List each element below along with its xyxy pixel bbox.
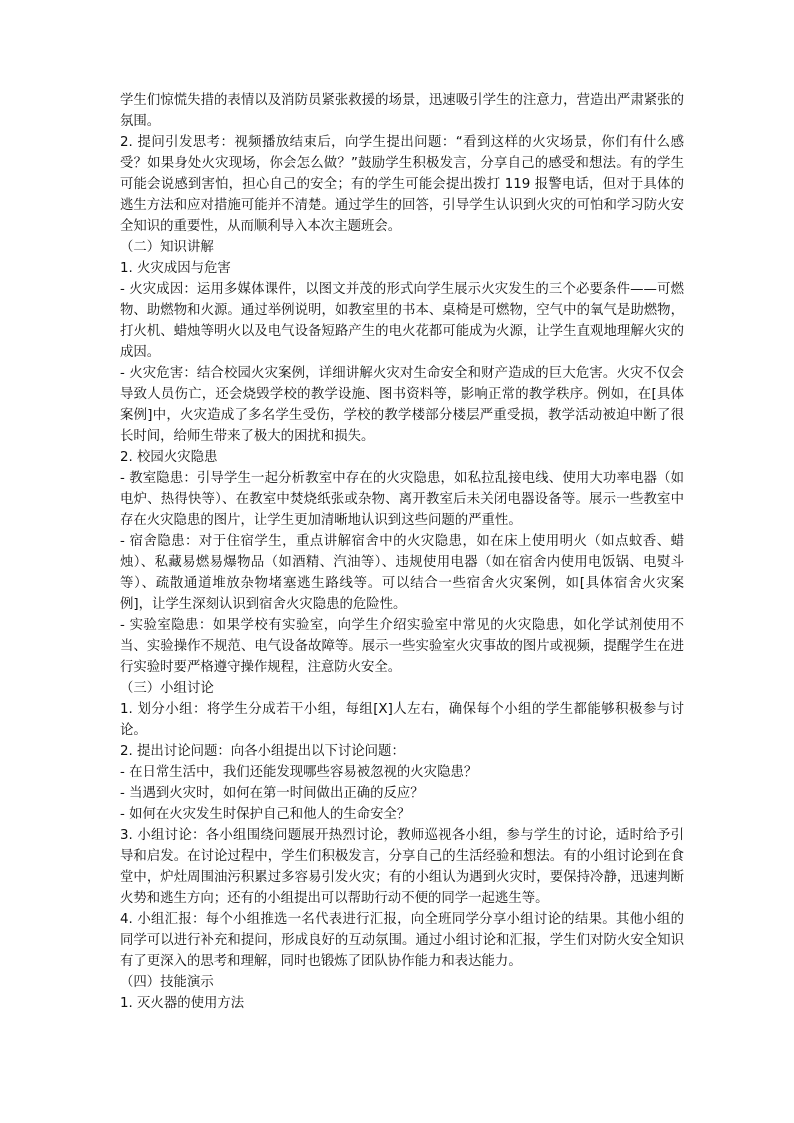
paragraph-lab-hazards: - 实验室隐患：如果学校有实验室，向学生介绍实验室中常见的火灾隐患，如化学试剂使用不当、实验操作不规范、电气设备故障等。展示一些实验室火灾事故的图片或视频，提醒学生在进行实验时要严格遵守操作规程，注意防火安全。 bbox=[120, 618, 684, 675]
section-heading-group-discussion: （三）小组讨论 bbox=[120, 681, 214, 696]
subheading-extinguisher-usage: 1. 灭火器的使用方法 bbox=[120, 996, 245, 1011]
paragraph-group-discussion: 3. 小组讨论：各小组围绕问题展开热烈讨论，教师巡视各小组，参与学生的讨论，适时给予引导和启发。在讨论过程中，学生们积极发言，分享自己的生活经验和想法。有的小组讨论到在食堂中，炉灶周围油污积累过多容易引发火灾；有的小组认为遇到火灾时，要保持冷静，迅速判断火势和逃生方向；还有的小组提出可以帮助行动不便的同学一起逃生等。 bbox=[120, 828, 684, 906]
paragraph-group-report: 4. 小组汇报：每个小组推选一名代表进行汇报，向全班同学分享小组讨论的结果。其他小组的同学可以进行补充和提问，形成良好的互动氛围。通过小组讨论和汇报，学生们对防火安全知识有了更深入的思考和理解，同时也锻炼了团队协作能力和表达能力。 bbox=[120, 912, 684, 969]
section-heading-skill-demo: （四）技能演示 bbox=[120, 975, 214, 990]
subheading-fire-causes: 1. 火灾成因与危害 bbox=[120, 261, 231, 276]
list-item-question-2: - 当遇到火灾时，如何在第一时间做出正确的反应？ bbox=[120, 786, 424, 801]
paragraph-classroom-hazards: - 教室隐患：引导学生一起分析教室中存在的火灾隐患，如私拉乱接电线、使用大功率电器（如电炉、热得快等）、在教室中焚烧纸张或杂物、离开教室后未关闭电器设备等。展示一些教室中存在火灾隐患的图片，让学生更加清晰地认识到这些问题的严重性。 bbox=[120, 471, 684, 528]
list-item-question-1: - 在日常生活中，我们还能发现哪些容易被忽视的火灾隐患？ bbox=[120, 765, 478, 780]
list-item-question-3: - 如何在火灾发生时保护自己和他人的生命安全？ bbox=[120, 807, 411, 822]
paragraph-fire-hazards: - 火灾危害：结合校园火灾案例，详细讲解火灾对生命安全和财产造成的巨大危害。火灾不仅会导致人员伤亡，还会烧毁学校的教学设施、图书资料等，影响正常的教学秩序。例如，在[具体案例]中，火灾造成了多名学生受伤，学校的教学楼部分楼层严重受损，教学活动被迫中断了很长时间，给师生带来了极大的困扰和损失。 bbox=[120, 366, 684, 444]
subheading-campus-hazards: 2. 校园火灾隐患 bbox=[120, 450, 218, 465]
section-heading-knowledge: （二）知识讲解 bbox=[120, 240, 214, 255]
paragraph-divide-groups: 1. 划分小组：将学生分成若干小组，每组[X]人左右，确保每个小组的学生都能够积极参与讨论。 bbox=[120, 702, 684, 738]
paragraph-question-prompt: 2. 提问引发思考：视频播放结束后，向学生提出问题：“看到这样的火灾场景，你们有什么感受？如果身处火灾现场，你会怎么做？”鼓励学生积极发言，分享自己的感受和想法。有的学生可能会说感到害怕，担心自己的安全；有的学生可能会提出拨打 119 报警电话，但对于具体的逃生方法和应对措施可能并不清楚。通过学生的回答，引导学生认识到火灾的可怕和学习防火安全知识的重要性，从而顺利导入本次主题班会。 bbox=[120, 135, 684, 234]
paragraph-dorm-hazards: - 宿舍隐患：对于住宿学生，重点讲解宿舍中的火灾隐患，如在床上使用明火（如点蚊香、蜡烛）、私藏易燃易爆物品（如酒精、汽油等）、违规使用电器（如在宿舍内使用电饭锅、电熨斗等）、疏散通道堆放杂物堵塞逃生路线等。可以结合一些宿舍火灾案例，如[具体宿舍火灾案例]，让学生深刻认识到宿舍火灾隐患的危险性。 bbox=[120, 534, 684, 612]
paragraph-fire-causes: - 火灾成因：运用多媒体课件，以图文并茂的形式向学生展示火灾发生的三个必要条件——可燃物、助燃物和火源。通过举例说明，如教室里的书本、桌椅是可燃物，空气中的氧气是助燃物，打火机、蜡烛等明火以及电气设备短路产生的电火花都可能成为火源，让学生直观地理解火灾的成因。 bbox=[120, 282, 684, 360]
paragraph-discussion-questions: 2. 提出讨论问题：向各小组提出以下讨论问题： bbox=[120, 744, 405, 759]
paragraph-intro-continued: 学生们惊慌失措的表情以及消防员紧张救援的场景，迅速吸引学生的注意力，营造出严肃紧张的氛围。 bbox=[120, 93, 684, 129]
